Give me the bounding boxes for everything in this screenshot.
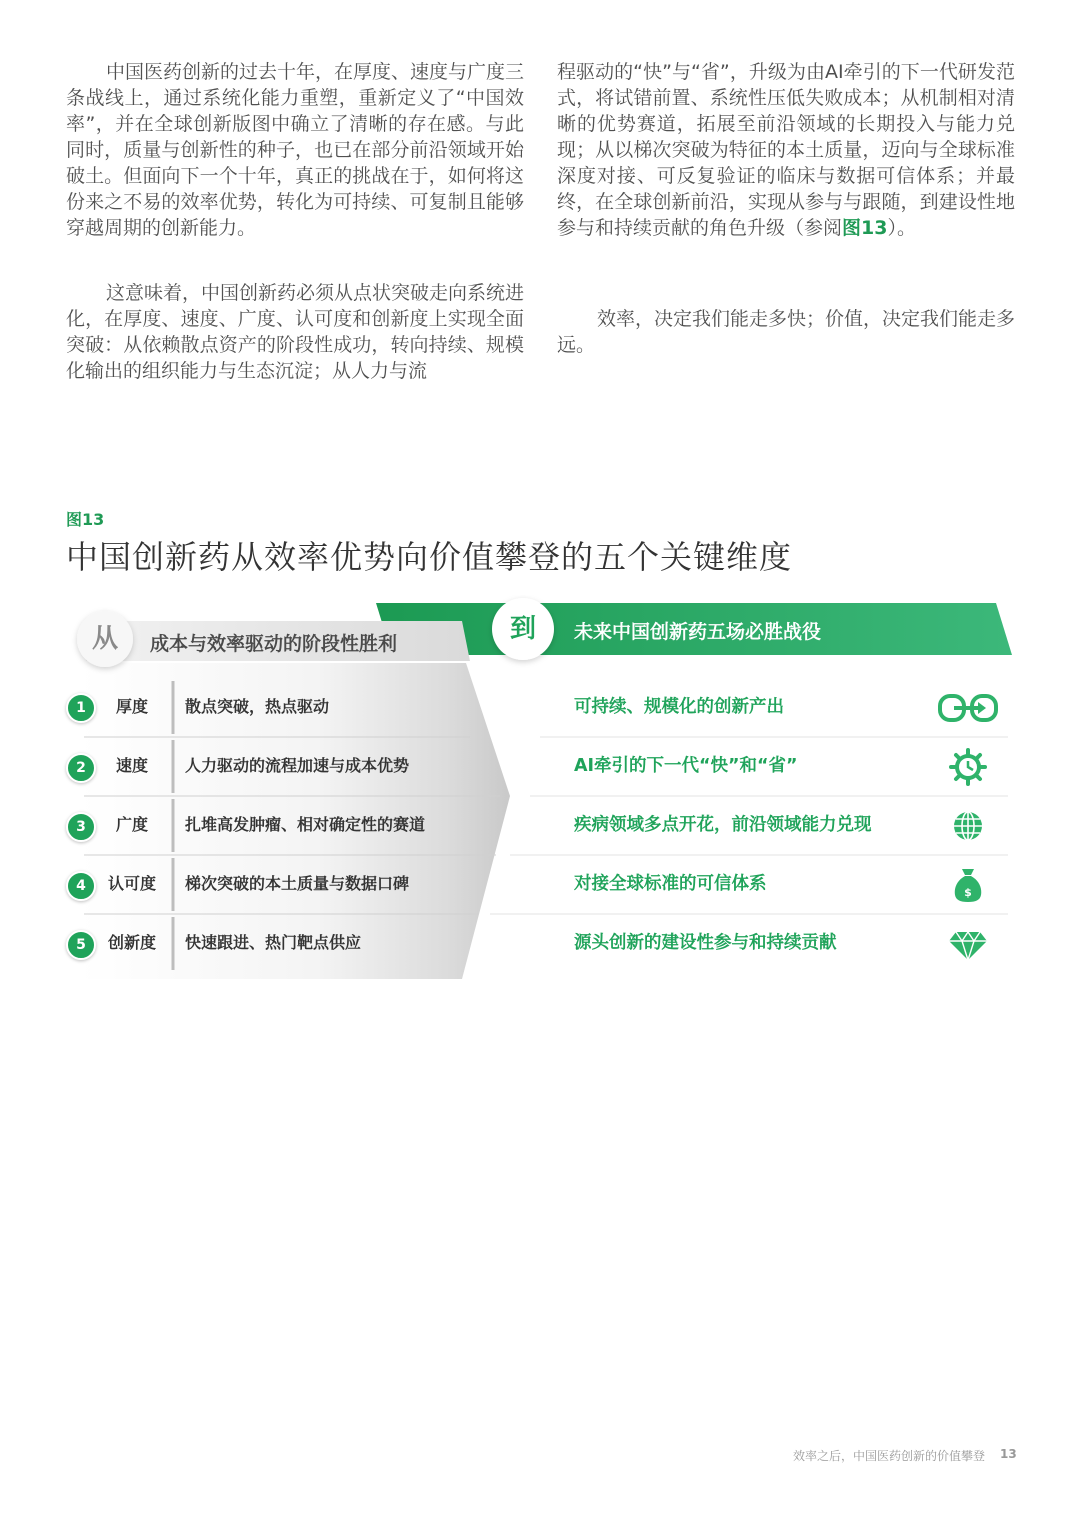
to-item-5: 源头创新的建设性参与和持续贡献	[574, 933, 837, 953]
body-paragraph-3	[557, 59, 1015, 241]
to-item-3: 疾病领域多点开花，前沿领域能力兑现	[574, 815, 872, 835]
dimension-label-4: 认可度	[107, 874, 156, 893]
body-paragraph-2: 这意味着，中国创新药必须从点状突破走向系统进化，在厚度、速度、广度、认可度和创新度上实现全面突破：从依赖散点资产的阶段性成功，转向持续、规模化输出的组织能力与生态沉淀；从人力与流	[66, 282, 525, 382]
money-bag-icon	[938, 865, 998, 905]
step-number-2: 2	[66, 753, 96, 783]
step-number-4: 4	[66, 871, 96, 901]
figure-13-diagram	[0, 595, 1080, 995]
body-paragraph-3-end: ）。	[887, 217, 916, 239]
globe-icon	[938, 806, 998, 846]
to-item-4: 对接全球标准的可信体系	[574, 874, 767, 894]
from-description-1: 散点突破，热点驱动	[185, 697, 330, 716]
from-badge: 从	[91, 624, 118, 654]
chain-link-icon	[938, 688, 998, 728]
to-badge: 到	[509, 614, 536, 644]
dimension-label-5: 创新度	[107, 933, 156, 952]
from-heading: 成本与效率驱动的阶段性胜利	[150, 633, 398, 655]
step-number-5: 5	[66, 930, 96, 960]
body-paragraph-1: 中国医药创新的过去十年，在厚度、速度与广度三条战线上，通过系统化能力重塑，重新定义了“中国效率”，并在全球创新版图中确立了清晰的存在感。与此同时，质量与创新性的种子，也已在部分前沿领域开始破土。但面向下一个十年，真正的挑战在于，如何将这份来之不易的效率优势，转化为可持续、可复制且能够穿越周期的创新能力。	[66, 61, 525, 239]
figure-label: 图13	[66, 510, 105, 529]
figure-title: 中国创新药从效率优势向价值攀登的五个关键维度	[66, 538, 793, 576]
from-description-2: 人力驱动的流程加速与成本优势	[185, 756, 410, 775]
figure-reference-link[interactable]: 图13	[842, 217, 888, 239]
to-item-1: 可持续、规模化的创新产出	[574, 697, 784, 717]
step-number-3: 3	[66, 812, 96, 842]
footer-title: 效率之后，中国医药创新的价值攀登	[792, 1449, 985, 1463]
to-heading: 未来中国创新药五场必胜战役	[574, 621, 822, 643]
page-number: 13	[1000, 1447, 1017, 1461]
to-item-2: AI牵引的下一代“快”和“省”	[574, 756, 798, 776]
svg-text:$: $	[964, 886, 972, 899]
from-description-5: 快速跟进、热门靶点供应	[185, 933, 362, 952]
dimension-label-1: 厚度	[115, 697, 148, 716]
dimension-label-2: 速度	[115, 756, 148, 775]
step-number-1: 1	[66, 693, 96, 723]
dimension-label-3: 广度	[115, 815, 148, 834]
gear-clock-icon	[938, 747, 998, 787]
from-description-4: 梯次突破的本土质量与数据口碑	[185, 874, 410, 893]
body-paragraph-4: 效率，决定我们能走多快；价值，决定我们能走多远。	[557, 308, 1016, 356]
from-description-3: 扎堆高发肿瘤、相对确定性的赛道	[185, 815, 426, 834]
body-paragraph-3-main: 程驱动的“快”与“省”，升级为由AI牵引的下一代研发范式，将试错前置、系统性压低失败成本；从机制相对清晰的优势赛道，拓展至前沿领域的长期投入与能力兑现；从以梯次突破为特征的本土质量，迈向与全球标准深度对接、可反复验证的临床与数据可信体系；并最终，在全球创新前沿，实现从参与与跟随，到建设性地参与和持续贡献的角色升级（参阅	[557, 61, 1015, 239]
diamond-icon	[938, 924, 998, 964]
